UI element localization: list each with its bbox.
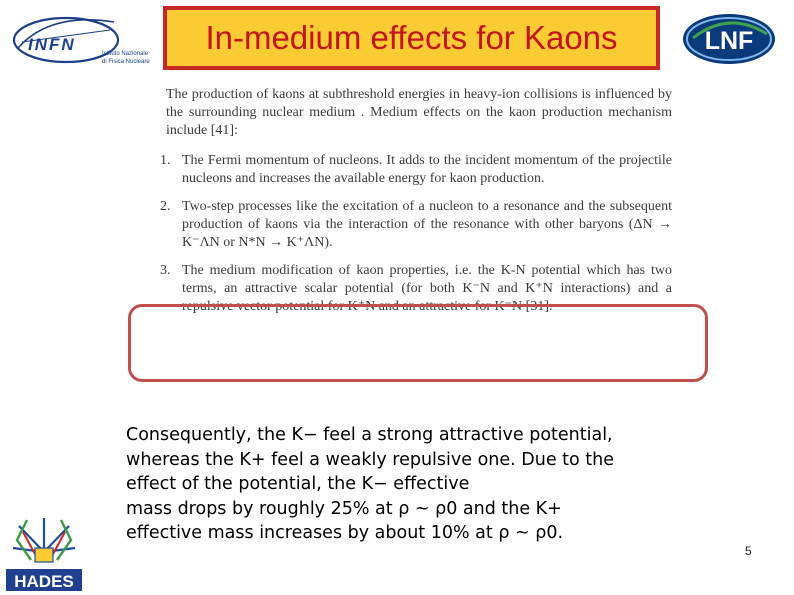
summary-paragraph	[126, 423, 686, 546]
summary-line: effective mass increases by about 10% at ρ ~ ρ0.	[126, 523, 564, 543]
title-banner	[163, 6, 660, 70]
summary-line: whereas the K+ feel a weakly repulsive one. Due to the	[126, 449, 615, 470]
hades-logo	[5, 512, 83, 592]
lnf-logo-name: LNF	[704, 27, 754, 55]
summary-line: Consequently, the K− feel a strong attractive potential,	[126, 425, 613, 445]
list-item-text: Two-step processes like the excitation of a nucleon to a resonance and the subsequent production of kaons via the interaction of the resonance with other baryons (ΔN → K⁻ΛN or N*N → K⁺ΛN).	[182, 199, 672, 250]
list-item-number: 1.	[160, 153, 171, 168]
infn-logo-sub2: di Fisica Nucleare	[102, 59, 150, 65]
summary-line: mass drops by roughly 25% at ρ ~ ρ0 and the K+	[126, 498, 562, 519]
list-item	[160, 152, 672, 188]
infn-logo-name: INFN	[28, 35, 76, 54]
list-item-number: 2.	[160, 199, 171, 214]
lnf-logo	[681, 10, 777, 66]
paper-excerpt	[160, 86, 672, 326]
list-item-text: The medium modification of kaon properties, i.e. the K-N potential which has two terms, an attractive scalar potential (for both K⁻N and K⁺N interactions) and a repulsive vector potential for K⁺N and an attractive for K⁻N [31].	[182, 263, 672, 314]
infn-logo	[10, 8, 160, 70]
list-item	[160, 198, 672, 252]
excerpt-intro: The production of kaons at subthreshold energies in heavy-ion collisions is influenced by the surrounding nuclear medium . Medium effects on the kaon production mechanism include [41]:	[166, 87, 672, 138]
infn-logo-sub1: Istituto Nazionale	[102, 51, 149, 57]
page-title: In-medium effects for Kaons	[205, 19, 618, 56]
slide-number: 5	[745, 544, 752, 558]
item-3-highlight-frame	[128, 304, 708, 382]
list-item-number: 3.	[160, 263, 171, 278]
list-item-text: The Fermi momentum of nucleons. It adds to the incident momentum of the projectile nucleons and increases the available energy for kaon production.	[182, 153, 672, 186]
hades-logo-label: HADES	[14, 572, 74, 591]
summary-line: effect of the potential, the K− effective	[126, 474, 470, 494]
